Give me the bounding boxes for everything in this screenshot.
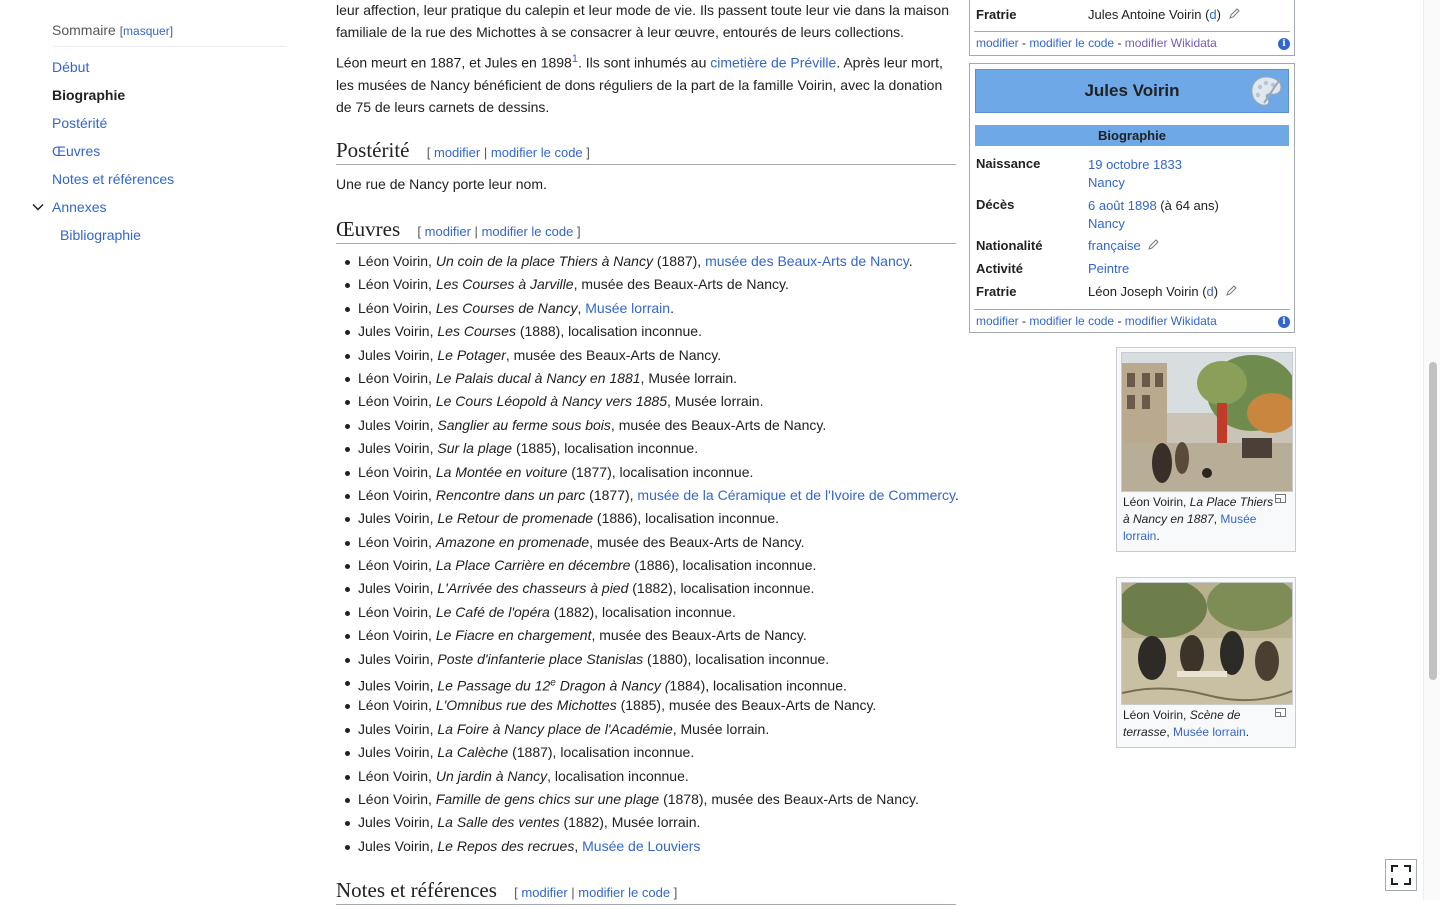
- edit-link[interactable]: modifier: [434, 145, 481, 160]
- list-item: Jules Voirin, Poste d'infanterie place Stanislas (1880), localisation inconnue.: [358, 648, 998, 671]
- fratrie-value: Léon Joseph Voirin (d): [1088, 284, 1237, 299]
- toc-item-posterite[interactable]: [52, 109, 286, 137]
- scrollbar-thumb[interactable]: [1429, 362, 1437, 680]
- list-item: Jules Voirin, La Foire à Nancy place de l'Académie, Musée lorrain.: [358, 718, 998, 741]
- fratrie-label: Fratrie: [976, 284, 1017, 299]
- toc-link-bibliographie[interactable]: Bibliographie: [60, 227, 141, 243]
- activite-link[interactable]: Peintre: [1088, 261, 1130, 276]
- toc-item-debut[interactable]: [52, 53, 286, 81]
- edit-code-link[interactable]: modifier le code: [578, 885, 671, 900]
- edit-code-link[interactable]: modifier le code: [481, 224, 574, 239]
- nationalite-value: [1088, 238, 1159, 253]
- toc-link-posterite[interactable]: Postérité: [52, 115, 108, 131]
- heading-notes: Notes et références [ modifier | modifier le code ]: [336, 876, 956, 905]
- infobox-section-biographie: Biographie: [975, 125, 1289, 146]
- naissance-date-link[interactable]: 19 octobre 1833: [1088, 157, 1182, 172]
- list-item: Jules Voirin, Les Courses (1888), localisation inconnue.: [358, 320, 998, 343]
- work-museum-link[interactable]: musée des Beaux-Arts de Nancy: [705, 253, 909, 269]
- toc-link-notes[interactable]: Notes et références: [52, 171, 175, 187]
- infobox-header: [975, 69, 1289, 113]
- cimetiere-link[interactable]: cimetière de Préville: [710, 54, 837, 71]
- painting-place-thiers[interactable]: [1122, 353, 1292, 491]
- list-item: Jules Voirin, Le Potager, musée des Beaux-Arts de Nancy.: [358, 344, 998, 367]
- toc-hide-link[interactable]: masquer: [123, 24, 170, 38]
- list-item: Léon Voirin, L'Omnibus rue des Michottes (1885), musée des Beaux-Arts de Nancy.: [358, 694, 998, 717]
- toc-item-annexes[interactable]: [52, 193, 286, 221]
- infobox-leon-fragment: [969, 0, 1295, 56]
- toc-item-biographie[interactable]: [52, 81, 286, 109]
- fratrie-label: Fratrie: [976, 7, 1017, 22]
- intro-paragraph-1: leur affection, leur pratique du calepin et leur mode de vie. Ils passent toute leur vie dans la maison familiale de la rue des Michottes à se consacrer à leur œuvre, entourés de leurs collections.: [336, 2, 949, 40]
- wikidata-d-link[interactable]: d: [1206, 284, 1214, 299]
- section-edit-links: [ modifier | modifier le code ]: [514, 885, 678, 900]
- fullscreen-icon: [1386, 860, 1416, 890]
- infobox-footer-links: modifier - modifier le code - modifier Wikidata: [976, 36, 1217, 50]
- scrollbar-track[interactable]: [1423, 0, 1440, 900]
- toc-link-debut[interactable]: Début: [52, 59, 90, 75]
- info-icon[interactable]: i: [1278, 38, 1290, 50]
- list-item: Léon Voirin, Amazone en promenade, musée des Beaux-Arts de Nancy.: [358, 531, 998, 554]
- deces-value: 6 août 1898 (à 64 ans) Nancy: [1088, 198, 1219, 231]
- pencil-icon[interactable]: [1229, 8, 1240, 19]
- list-item: Léon Voirin, Les Courses à Jarville, musée des Beaux-Arts de Nancy.: [358, 273, 998, 296]
- list-item: Léon Voirin, Le Café de l'opéra (1882), localisation inconnue.: [358, 601, 998, 624]
- footer-code-link[interactable]: modifier le code: [1029, 36, 1115, 50]
- list-item: Léon Voirin, Les Courses de Nancy, Musée lorrain.: [358, 297, 998, 320]
- nationalite-link[interactable]: française: [1088, 238, 1141, 253]
- footer-modifier-link[interactable]: modifier: [976, 314, 1019, 328]
- list-item: Léon Voirin, Un jardin à Nancy, localisation inconnue.: [358, 765, 998, 788]
- thumbnail-caption: Léon Voirin, La Place Thiers à Nancy en 1887, Musée lorrain.: [1123, 495, 1274, 543]
- painting-image[interactable]: [1121, 582, 1293, 705]
- heading-posterite: Postérité [ modifier | modifier le code ]: [336, 136, 956, 165]
- work-museum-link[interactable]: musée de la Céramique et de l'Ivoire de Commercy: [637, 486, 955, 503]
- list-item: Léon Voirin, Rencontre dans un parc (1877), musée de la Céramique et de l'Ivoire de Commercy.: [358, 484, 998, 507]
- infobox-title: Jules Voirin: [1084, 81, 1180, 100]
- toc-item-oeuvres[interactable]: [52, 137, 286, 165]
- reference-link[interactable]: 1: [571, 53, 578, 65]
- naissance-place-link[interactable]: Nancy: [1088, 175, 1125, 190]
- footer-wikidata-link[interactable]: modifier Wikidata: [1124, 314, 1217, 328]
- fullscreen-button[interactable]: [1385, 859, 1417, 891]
- palette-icon: [1248, 73, 1284, 109]
- thumbnail-caption: Léon Voirin, Scène de terrasse, Musée lorrain.: [1123, 708, 1250, 739]
- footer-wikidata-link[interactable]: modifier Wikidata: [1124, 36, 1217, 50]
- list-item: Léon Voirin, Le Palais ducal à Nancy en 1881, Musée lorrain.: [358, 367, 998, 390]
- pencil-icon[interactable]: [1226, 285, 1237, 296]
- toc-list: [52, 53, 286, 249]
- section-edit-links: [ modifier | modifier le code ]: [417, 224, 581, 239]
- musee-lorrain-link[interactable]: Musée lorrain: [1173, 725, 1246, 739]
- posterite-text: Une rue de Nancy porte leur nom.: [336, 176, 547, 192]
- works-list: [336, 250, 998, 858]
- nationalite-label: Nationalité: [976, 238, 1043, 253]
- list-item: Léon Voirin, La Montée en voiture (1877), localisation inconnue.: [358, 461, 998, 484]
- list-item: Jules Voirin, L'Arrivée des chasseurs à pied (1882), localisation inconnue.: [358, 577, 998, 600]
- deces-place-link[interactable]: Nancy: [1088, 216, 1125, 231]
- musee-lorrain-link[interactable]: Musée lorrain: [1123, 512, 1257, 543]
- painting-image[interactable]: [1121, 352, 1293, 492]
- list-item: Léon Voirin, Le Fiacre en chargement, musée des Beaux-Arts de Nancy.: [358, 624, 998, 647]
- thumbnail-scene-terrasse: [1116, 577, 1296, 748]
- naissance-value: [1088, 156, 1182, 192]
- edit-link[interactable]: modifier: [521, 885, 568, 900]
- work-museum-link[interactable]: Musée de Louviers: [582, 837, 701, 854]
- list-item: Jules Voirin, La Calèche (1887), localisation inconnue.: [358, 741, 998, 764]
- infobox-footer-links: modifier - modifier le code - modifier Wikidata: [976, 314, 1217, 328]
- toc-title: Sommaire: [52, 22, 116, 38]
- list-item: Jules Voirin, Le Passage du 12e Dragon à Nancy (1884), localisation inconnue.: [358, 671, 998, 694]
- list-item: Léon Voirin, Le Cours Léopold à Nancy vers 1885, Musée lorrain.: [358, 390, 998, 413]
- list-item: Jules Voirin, Le Repos des recrues, Musée de Louviers: [358, 835, 998, 858]
- article-content: [336, 0, 956, 118]
- toc-item-bibliographie[interactable]: [52, 221, 286, 249]
- footer-modifier-link[interactable]: modifier: [976, 36, 1019, 50]
- toc-header: [52, 22, 286, 47]
- toc-link-biographie[interactable]: Biographie: [52, 87, 126, 103]
- list-item: Jules Voirin, Sur la plage (1885), localisation inconnue.: [358, 437, 998, 460]
- list-item: Jules Voirin, Sanglier au ferme sous bois, musée des Beaux-Arts de Nancy.: [358, 414, 998, 437]
- work-museum-link[interactable]: Musée lorrain: [585, 299, 671, 316]
- thumbnail-place-thiers: [1116, 347, 1296, 552]
- painting-scene-terrasse[interactable]: [1122, 583, 1292, 704]
- toc-mask-wrapper: [masquer]: [119, 24, 174, 38]
- table-of-contents: [52, 22, 286, 249]
- footer-code-link[interactable]: modifier le code: [1029, 314, 1115, 328]
- intro-paragraph-2: Léon meurt en 1887, et Jules en 1898$^1$. Ils sont inhumés au cimetière de Préville. Après leur mort, les musées de Nancy bénéficient de dons réguliers de la part de la famille Voirin, avec la donation de 75 de leurs carnets de dessins.: [336, 53, 943, 115]
- toc-item-notes[interactable]: [52, 165, 286, 193]
- wikidata-d-link[interactable]: d: [1209, 7, 1217, 22]
- pencil-icon[interactable]: [1148, 239, 1159, 250]
- activite-value: [1088, 261, 1129, 276]
- edit-link[interactable]: modifier: [424, 224, 471, 239]
- list-item: Jules Voirin, La Salle des ventes (1882), Musée lorrain.: [358, 811, 998, 834]
- chevron-down-icon[interactable]: [32, 201, 44, 213]
- heading-oeuvres: Œuvres [ modifier | modifier le code ]: [336, 215, 956, 244]
- infobox-jules: [969, 63, 1295, 333]
- deces-label: Décès: [976, 197, 1015, 212]
- list-item: Léon Voirin, La Place Carrière en décembre (1886), localisation inconnue.: [358, 554, 998, 577]
- list-item: Léon Voirin, Un coin de la place Thiers à Nancy (1887), musée des Beaux-Arts de Nancy.: [358, 250, 998, 273]
- edit-code-link[interactable]: modifier le code: [490, 145, 583, 160]
- info-icon[interactable]: i: [1278, 316, 1290, 328]
- deces-date-link[interactable]: 6 août 1898: [1088, 198, 1157, 213]
- section-edit-links: [ modifier | modifier le code ]: [426, 145, 590, 160]
- toc-link-oeuvres[interactable]: Œuvres: [52, 143, 101, 159]
- fratrie-value: Jules Antoine Voirin (d): [1088, 7, 1240, 22]
- naissance-label: Naissance: [976, 156, 1041, 171]
- toc-link-annexes[interactable]: Annexes: [52, 199, 107, 215]
- list-item: Jules Voirin, Le Retour de promenade (1886), localisation inconnue.: [358, 507, 998, 530]
- list-item: Léon Voirin, Famille de gens chics sur une plage (1878), musée des Beaux-Arts de Nancy.: [358, 788, 998, 811]
- activite-label: Activité: [976, 261, 1023, 276]
